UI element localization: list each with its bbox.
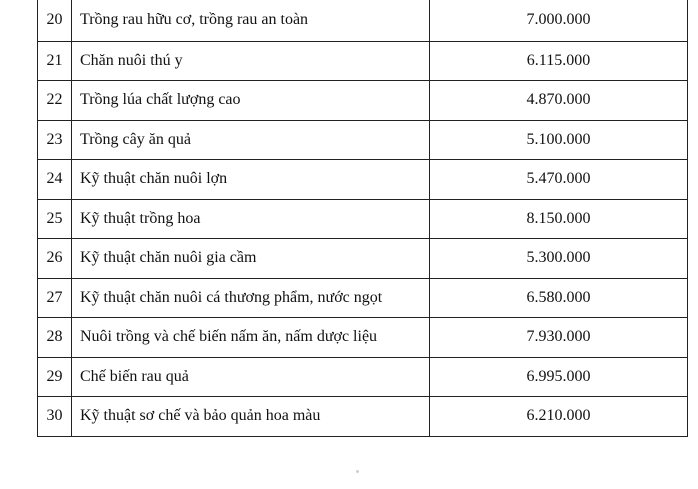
training-fee-table (37, 0, 688, 437)
course-amount: 7.000.000 (430, 0, 688, 41)
course-amount: 7.930.000 (430, 318, 688, 358)
table-row (38, 199, 688, 239)
row-number: 22 (38, 81, 72, 121)
course-name: Kỹ thuật chăn nuôi gia cầm (72, 239, 430, 279)
course-amount: 6.580.000 (430, 278, 688, 318)
row-number: 28 (38, 318, 72, 358)
course-amount: 4.870.000 (430, 81, 688, 121)
course-name: Kỹ thuật chăn nuôi cá thương phẩm, nước ngọt (72, 278, 430, 318)
course-name: Kỹ thuật trồng hoa (72, 199, 430, 239)
table-row (38, 41, 688, 81)
row-number: 27 (38, 278, 72, 318)
table-row (38, 81, 688, 121)
row-number: 20 (38, 0, 72, 41)
course-name: Nuôi trồng và chế biến nấm ăn, nấm dược liệu (72, 318, 430, 358)
row-number: 29 (38, 357, 72, 397)
table-row (38, 160, 688, 200)
course-name: Kỹ thuật sơ chế và bảo quản hoa màu (72, 397, 430, 437)
table-row (38, 357, 688, 397)
course-name: Trồng rau hữu cơ, trồng rau an toàn (72, 0, 430, 41)
row-number: 30 (38, 397, 72, 437)
scan-speck (356, 470, 359, 473)
course-name: Kỹ thuật chăn nuôi lợn (72, 160, 430, 200)
course-name: Trồng lúa chất lượng cao (72, 81, 430, 121)
row-number: 25 (38, 199, 72, 239)
course-name: Chế biến rau quả (72, 357, 430, 397)
course-amount: 6.995.000 (430, 357, 688, 397)
course-amount: 8.150.000 (430, 199, 688, 239)
table-row (38, 239, 688, 279)
course-amount: 5.300.000 (430, 239, 688, 279)
course-name: Trồng cây ăn quả (72, 120, 430, 160)
table-row (38, 397, 688, 437)
row-number: 26 (38, 239, 72, 279)
table-row (38, 278, 688, 318)
course-amount: 5.470.000 (430, 160, 688, 200)
course-name: Chăn nuôi thú y (72, 41, 430, 81)
row-number: 23 (38, 120, 72, 160)
course-amount: 5.100.000 (430, 120, 688, 160)
table-row (38, 120, 688, 160)
table-row (38, 0, 688, 41)
table-row (38, 318, 688, 358)
row-number: 21 (38, 41, 72, 81)
course-amount: 6.115.000 (430, 41, 688, 81)
row-number: 24 (38, 160, 72, 200)
course-amount: 6.210.000 (430, 397, 688, 437)
